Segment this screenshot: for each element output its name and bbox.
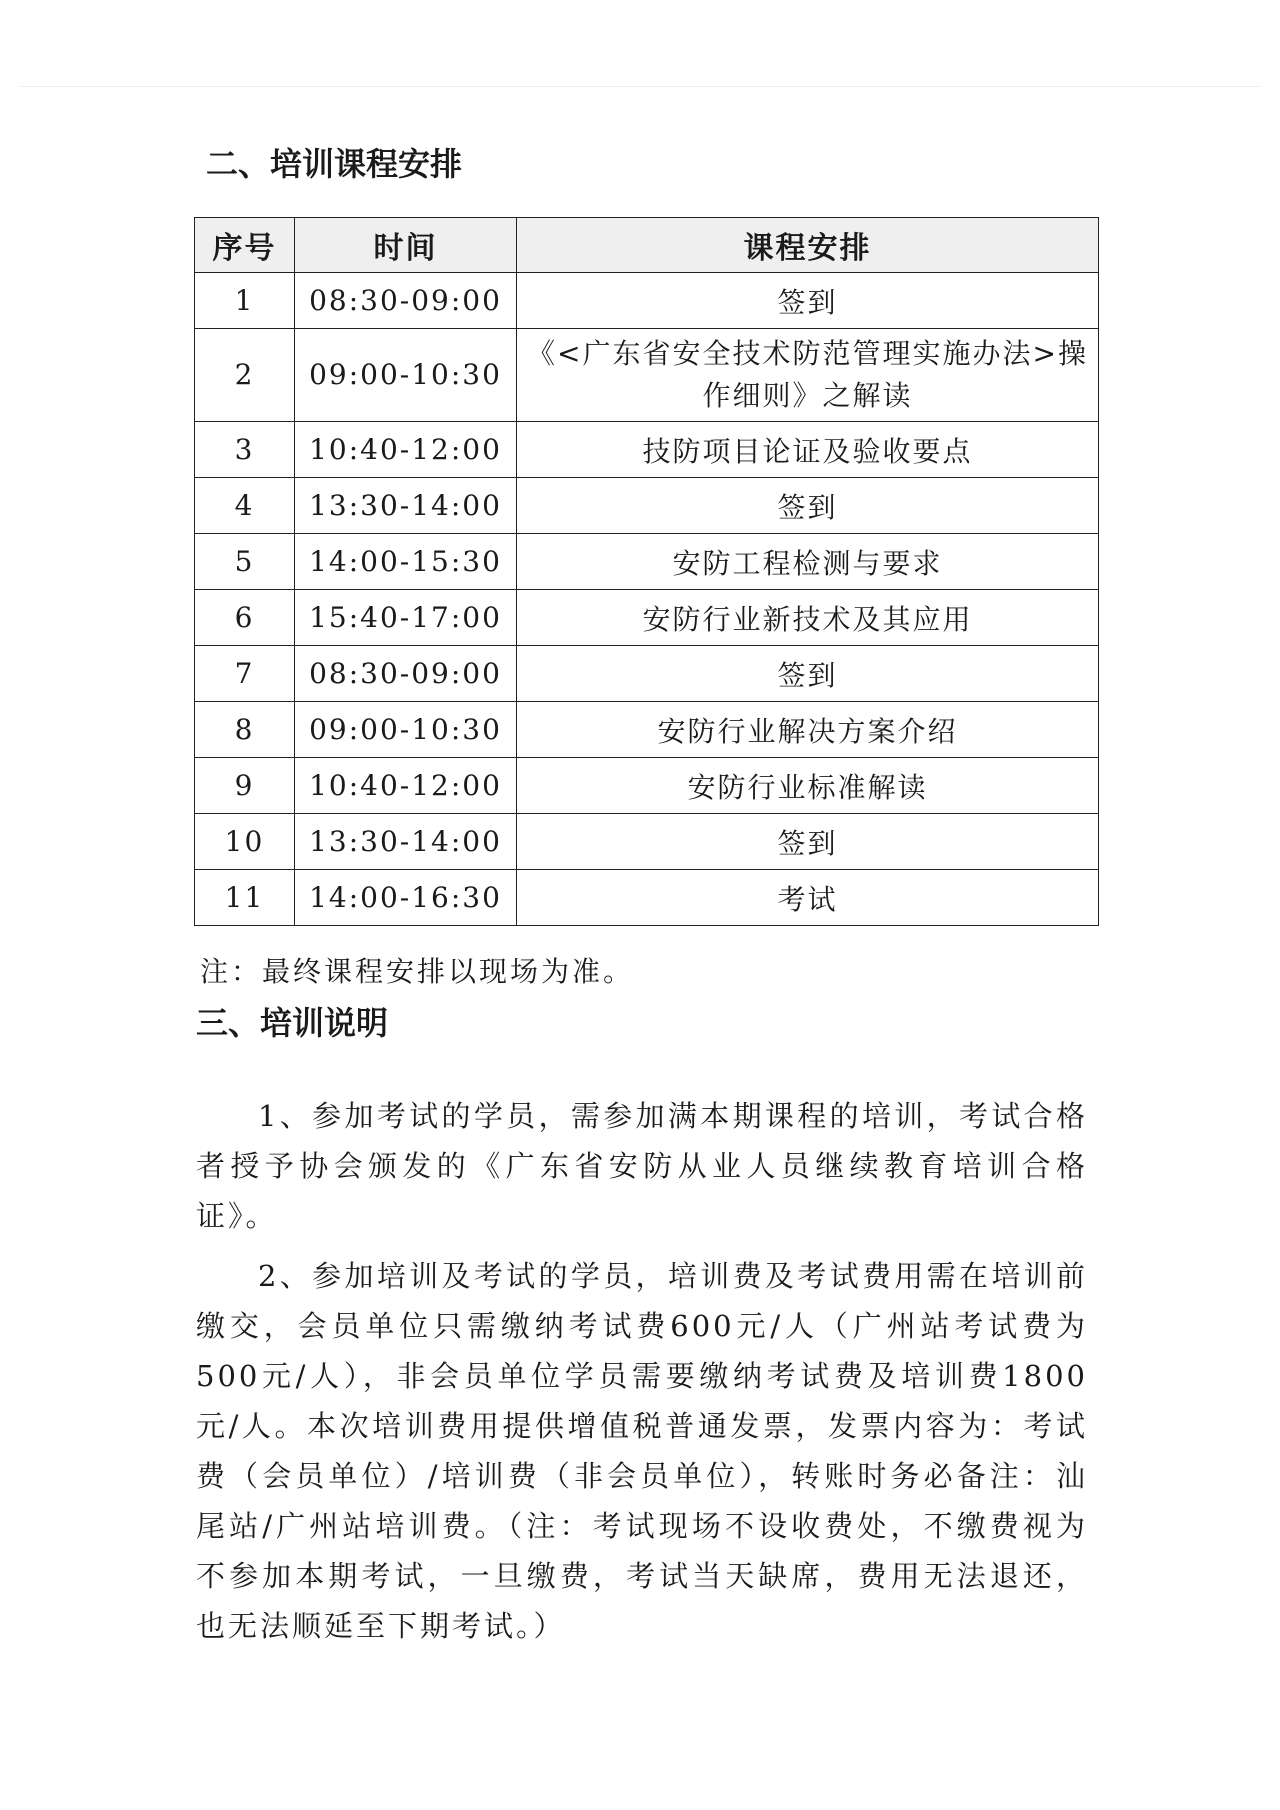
row-time: 10:40-12:00 bbox=[295, 758, 517, 814]
page-top-rule bbox=[20, 86, 1260, 87]
row-course: 安防工程检测与要求 bbox=[517, 534, 1099, 590]
row-course: 签到 bbox=[517, 478, 1099, 534]
row-course: 签到 bbox=[517, 646, 1099, 702]
instruction-paragraph-1: 1、参加考试的学员，需参加满本期课程的培训，考试合格者授予协会颁发的《广东省安防从业人员继续教育培训合格证》。 bbox=[196, 1099, 1088, 1233]
row-no: 3 bbox=[195, 422, 295, 478]
row-no: 6 bbox=[195, 590, 295, 646]
table-row bbox=[195, 478, 1099, 534]
row-no: 1 bbox=[195, 273, 295, 329]
row-course: 签到 bbox=[517, 814, 1099, 870]
row-time: 08:30-09:00 bbox=[295, 646, 517, 702]
row-no: 11 bbox=[195, 870, 295, 926]
section-heading-instructions: 三、培训说明 bbox=[196, 1004, 389, 1042]
course-schedule-table bbox=[194, 217, 1099, 926]
row-no: 10 bbox=[195, 814, 295, 870]
row-time: 09:00-10:30 bbox=[295, 329, 517, 422]
row-course: 《<广东省安全技术防范管理实施办法>操作细则》之解读 bbox=[517, 329, 1099, 422]
table-header-row bbox=[195, 218, 1099, 273]
row-time: 08:30-09:00 bbox=[295, 273, 517, 329]
row-time: 09:00-10:30 bbox=[295, 702, 517, 758]
row-no: 5 bbox=[195, 534, 295, 590]
row-no: 2 bbox=[195, 329, 295, 422]
row-time: 13:30-14:00 bbox=[295, 814, 517, 870]
table-row bbox=[195, 870, 1099, 926]
row-time: 14:00-16:30 bbox=[295, 870, 517, 926]
table-row bbox=[195, 534, 1099, 590]
row-no: 9 bbox=[195, 758, 295, 814]
instruction-paragraph-2: 2、参加培训及考试的学员，培训费及考试费用需在培训前缴交，会员单位只需缴纳考试费600元/人（广州站考试费为500元/人），非会员单位学员需要缴纳考试费及培训费1800元/人。本次培训费用提供增值税普通发票，发票内容为：考试费（会员单位）/培训费（非会员单位），转账时务必备注：汕尾站/广州站培训费。（注：考试现场不设收费处，不缴费视为不参加本期考试，一旦缴费，考试当天缺席，费用无法退还，也无法顺延至下期考试。） bbox=[196, 1259, 1088, 1643]
row-time: 14:00-15:30 bbox=[295, 534, 517, 590]
row-course: 安防行业解决方案介绍 bbox=[517, 702, 1099, 758]
row-course: 考试 bbox=[517, 870, 1099, 926]
row-no: 4 bbox=[195, 478, 295, 534]
row-no: 8 bbox=[195, 702, 295, 758]
header-time: 时间 bbox=[295, 218, 517, 273]
row-course: 签到 bbox=[517, 273, 1099, 329]
schedule-note: 注：最终课程安排以现场为准。 bbox=[200, 955, 635, 988]
row-no: 7 bbox=[195, 646, 295, 702]
row-course: 安防行业标准解读 bbox=[517, 758, 1099, 814]
table-row bbox=[195, 590, 1099, 646]
table-row bbox=[195, 702, 1099, 758]
row-time: 15:40-17:00 bbox=[295, 590, 517, 646]
table-row bbox=[195, 814, 1099, 870]
section-heading-schedule: 二、培训课程安排 bbox=[206, 145, 463, 183]
header-course: 课程安排 bbox=[517, 218, 1099, 273]
header-no: 序号 bbox=[195, 218, 295, 273]
table-row bbox=[195, 758, 1099, 814]
row-time: 10:40-12:00 bbox=[295, 422, 517, 478]
row-course: 安防行业新技术及其应用 bbox=[517, 590, 1099, 646]
table-row bbox=[195, 646, 1099, 702]
table-row bbox=[195, 422, 1099, 478]
table-row bbox=[195, 329, 1099, 422]
table-row bbox=[195, 273, 1099, 329]
row-time: 13:30-14:00 bbox=[295, 478, 517, 534]
row-course: 技防项目论证及验收要点 bbox=[517, 422, 1099, 478]
